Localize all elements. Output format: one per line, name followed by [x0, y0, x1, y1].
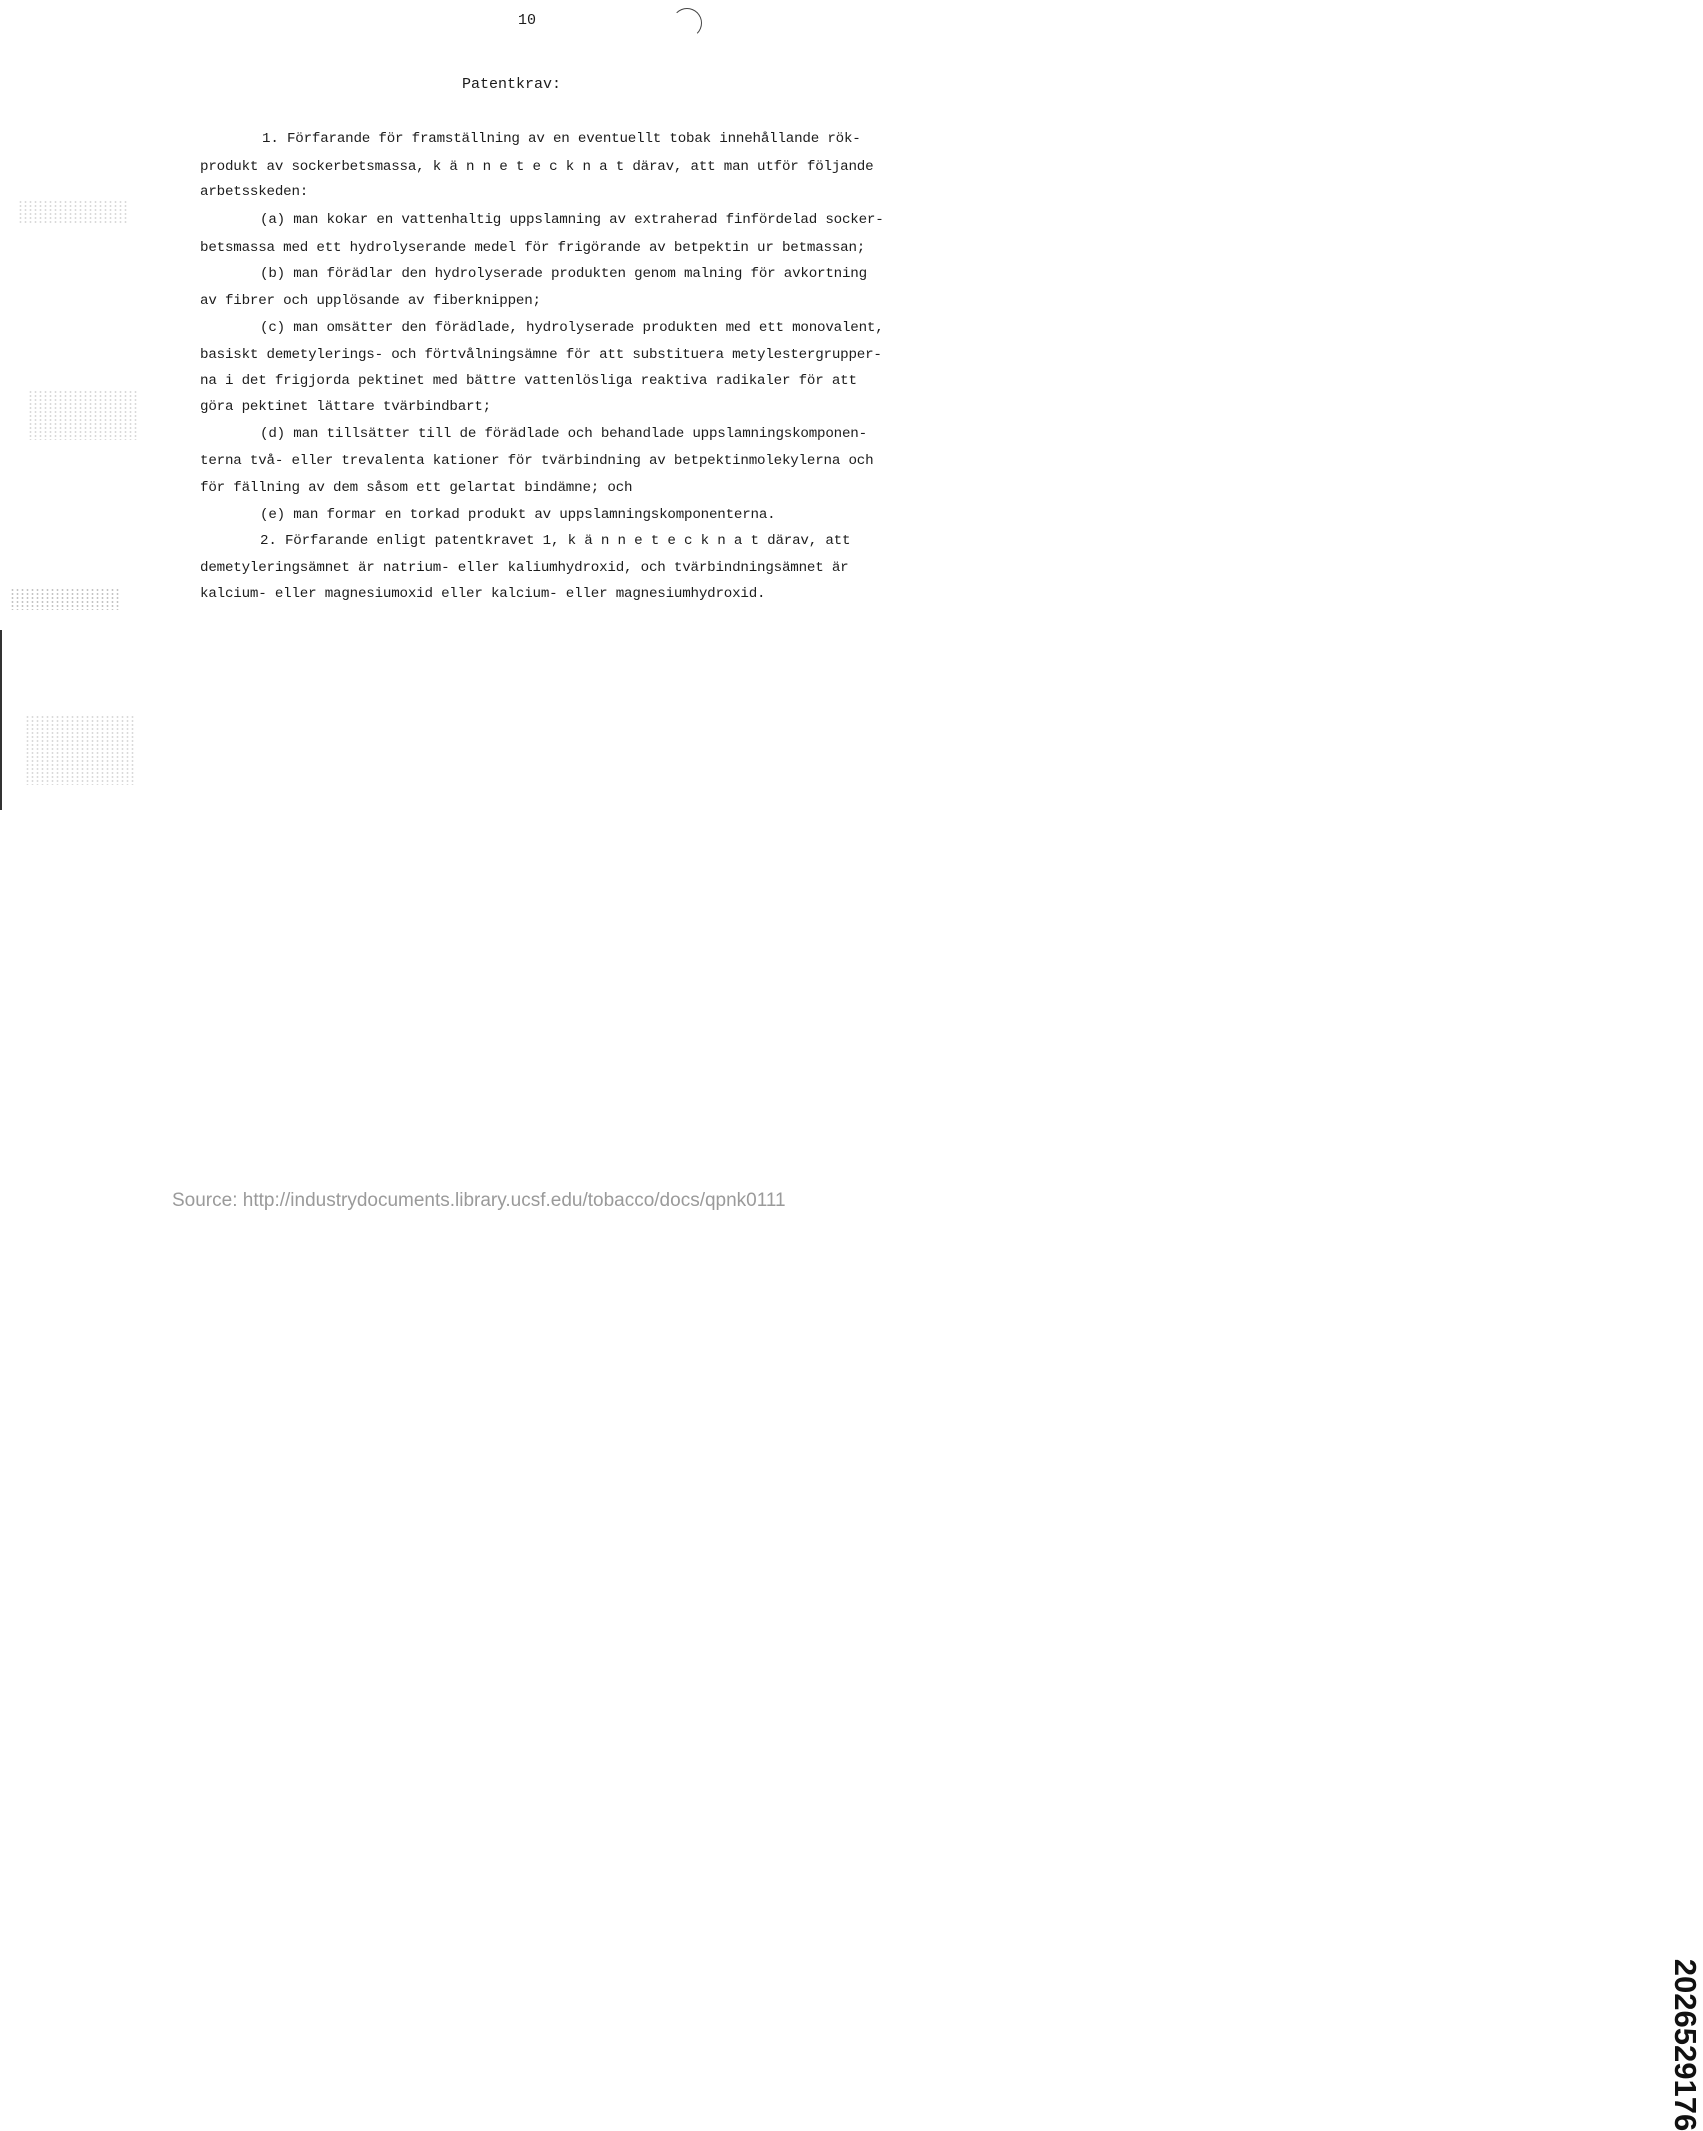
text-line: betsmassa med ett hydrolyserande medel för frigörande av betpektin ur betmassan;	[200, 240, 866, 256]
scan-noise	[25, 715, 135, 785]
source-footer: Source: http://industrydocuments.library.ucsf.edu/tobacco/docs/qpnk0111	[172, 1190, 786, 1211]
text-line: (c) man omsätter den förädlade, hydrolyserade produkten med ett monovalent,	[260, 320, 884, 336]
text-line: (a) man kokar en vattenhaltig uppslamning av extraherad finfördelad socker-	[260, 212, 884, 228]
text-line: 2. Förfarande enligt patentkravet 1, k ä n n e t e c k n a t därav, att	[260, 533, 851, 549]
scan-noise	[18, 200, 128, 225]
scan-edge	[0, 630, 2, 810]
scan-mark	[672, 8, 702, 38]
text-line: basiskt demetylerings- och förtvålningsämne för att substituera metylestergrupper-	[200, 347, 882, 363]
claims-heading: Patentkrav:	[462, 76, 562, 93]
text-line: (d) man tillsätter till de förädlade och behandlade uppslamningskomponen-	[260, 426, 867, 442]
text-line: för fällning av dem såsom ett gelartat bindämne; och	[200, 480, 633, 496]
scan-noise	[10, 588, 120, 610]
text-line: kalcium- eller magnesiumoxid eller kalcium- eller magnesiumhydroxid.	[200, 586, 766, 602]
text-line: na i det frigjorda pektinet med bättre vattenlösliga reaktiva radikaler för att	[200, 373, 857, 389]
text-line: produkt av sockerbetsmassa, k ä n n e t e c k n a t därav, att man utför följande	[200, 159, 874, 175]
text-line: (b) man förädlar den hydrolyserade produkten genom malning för avkortning	[260, 266, 867, 282]
text-line: (e) man formar en torkad produkt av uppslamningskomponenterna.	[260, 507, 776, 523]
text-line: terna två- eller trevalenta kationer för tvärbindning av betpektinmolekylerna och	[200, 453, 874, 469]
scan-noise	[28, 390, 138, 440]
text-line: demetyleringsämnet är natrium- eller kaliumhydroxid, och tvärbindningsämnet är	[200, 560, 849, 576]
text-line: arbetsskeden:	[200, 184, 309, 200]
text-line: 1. Förfarande för framställning av en eventuellt tobak innehållande rök-	[262, 131, 861, 147]
text-line: göra pektinet lättare tvärbindbart;	[200, 399, 491, 415]
text-line: av fibrer och upplösande av fiberknippen;	[200, 293, 541, 309]
document-id: 2026529176	[1668, 1958, 1703, 2131]
page-number: 10	[518, 12, 537, 29]
